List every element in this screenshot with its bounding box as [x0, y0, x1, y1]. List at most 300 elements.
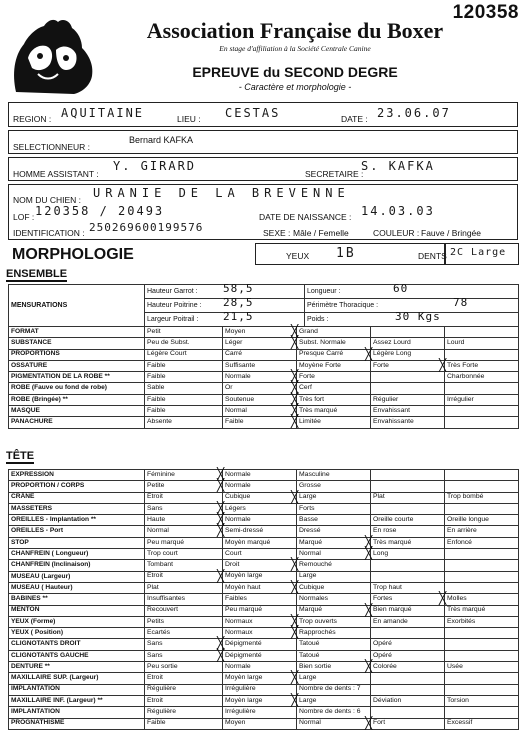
- option-cell[interactable]: [445, 582, 519, 593]
- option-cell[interactable]: [223, 489, 299, 504]
- row-label: ROBE (Fauve ou fond de robe): [9, 383, 145, 394]
- option-label: Basse: [299, 515, 318, 523]
- check-mark-icon: ╳: [365, 546, 373, 561]
- check-mark-icon: ╳: [217, 512, 225, 527]
- check-mark-icon: ╳: [217, 500, 225, 515]
- option-cell[interactable]: [445, 662, 519, 673]
- hauteur-garrot-value[interactable]: 58,5: [223, 282, 254, 295]
- option-cell[interactable]: [217, 512, 297, 527]
- option-label: Moyène Forte: [299, 361, 341, 369]
- row-label: YEUX (Forme): [9, 616, 145, 627]
- option-cell[interactable]: [291, 557, 371, 572]
- table-row: [9, 673, 519, 684]
- poids-value[interactable]: 30 Kgs: [395, 310, 441, 323]
- option-label: Fort: [373, 719, 386, 727]
- option-cell[interactable]: [223, 557, 299, 572]
- option-cell[interactable]: [145, 394, 223, 405]
- option-cell[interactable]: [223, 360, 297, 371]
- table-row: [9, 571, 519, 582]
- option-cell[interactable]: [145, 594, 223, 605]
- option-cell[interactable]: [223, 718, 297, 729]
- option-cell[interactable]: [145, 338, 223, 349]
- option-cell[interactable]: [145, 467, 225, 481]
- option-cell[interactable]: [145, 673, 223, 684]
- option-label: Faible: [147, 406, 166, 414]
- option-cell[interactable]: [223, 579, 299, 594]
- table-row: [9, 662, 519, 673]
- option-cell[interactable]: [445, 695, 519, 706]
- option-label: Large: [299, 674, 317, 682]
- option-cell[interactable]: [371, 571, 445, 582]
- check-mark-icon: ╳: [291, 380, 299, 395]
- sex-label: SEXE :: [263, 228, 291, 238]
- option-cell[interactable]: [439, 357, 519, 372]
- option-label: Forte: [299, 372, 315, 380]
- option-cell[interactable]: [445, 372, 519, 383]
- color-value[interactable]: Fauve / Bringée: [421, 228, 482, 238]
- check-mark-icon: ╳: [291, 557, 299, 572]
- option-cell[interactable]: [223, 324, 299, 338]
- option-cell[interactable]: [145, 718, 223, 729]
- option-label: Faible: [147, 361, 166, 369]
- option-cell[interactable]: [445, 718, 519, 729]
- option-label: Normaux: [225, 628, 253, 636]
- row-label: MENTON: [9, 605, 145, 616]
- option-cell[interactable]: [145, 560, 223, 571]
- option-label: Déviation: [373, 696, 402, 704]
- option-cell[interactable]: [297, 684, 371, 695]
- option-cell[interactable]: [445, 684, 519, 695]
- option-cell[interactable]: [291, 335, 371, 350]
- option-cell[interactable]: [297, 571, 371, 582]
- option-cell[interactable]: [445, 650, 519, 661]
- option-cell[interactable]: [297, 481, 371, 492]
- row-label: PIGMENTATION DE LA ROBE **: [9, 372, 145, 383]
- option-cell[interactable]: [445, 707, 519, 718]
- row-label: DENTURE **: [9, 662, 145, 673]
- option-cell[interactable]: [223, 707, 297, 718]
- option-label: Torsion: [447, 696, 469, 704]
- option-cell[interactable]: [223, 692, 299, 707]
- option-cell[interactable]: [145, 684, 223, 695]
- option-cell[interactable]: [145, 360, 223, 371]
- row-label: CHANFREIN ( Longueur): [9, 549, 145, 560]
- option-cell[interactable]: [371, 616, 445, 627]
- option-cell[interactable]: [223, 594, 297, 605]
- option-cell[interactable]: [371, 406, 445, 417]
- option-cell[interactable]: [297, 602, 373, 617]
- option-cell[interactable]: [445, 537, 519, 548]
- option-cell[interactable]: [371, 639, 445, 650]
- option-label: Etroit: [147, 572, 163, 580]
- option-cell[interactable]: [223, 369, 299, 384]
- option-cell[interactable]: [445, 616, 519, 627]
- option-label: Forts: [299, 504, 315, 512]
- ensemble-title: ENSEMBLE: [6, 268, 68, 280]
- option-cell[interactable]: [145, 582, 223, 593]
- option-cell[interactable]: [291, 625, 371, 640]
- row-label: PROGNATHISME: [9, 718, 145, 729]
- option-label: Grosse: [299, 482, 321, 490]
- option-cell[interactable]: [291, 380, 371, 395]
- perimetre-value[interactable]: 78: [453, 296, 469, 309]
- option-cell[interactable]: [371, 372, 445, 383]
- option-cell[interactable]: [145, 349, 223, 360]
- option-cell[interactable]: [297, 503, 371, 514]
- option-cell[interactable]: [145, 636, 225, 651]
- option-cell[interactable]: [445, 503, 519, 514]
- largeur-poitrail-cell: [145, 310, 305, 327]
- option-cell[interactable]: [371, 673, 445, 684]
- option-cell[interactable]: [297, 526, 371, 537]
- option-cell[interactable]: [145, 616, 223, 627]
- region-label: REGION :: [13, 114, 52, 124]
- option-label: Très Forte: [447, 361, 479, 369]
- option-cell[interactable]: [145, 500, 225, 515]
- option-cell[interactable]: [365, 346, 445, 361]
- option-cell[interactable]: [217, 523, 297, 538]
- option-label: Sable: [147, 384, 165, 392]
- option-label: Usée: [447, 662, 463, 670]
- option-cell[interactable]: [291, 692, 371, 707]
- option-cell[interactable]: [445, 327, 519, 338]
- option-label: Faible: [147, 372, 166, 380]
- option-label: Irrégulière: [225, 685, 256, 693]
- option-label: Léger: [225, 339, 243, 347]
- option-label: Plat: [373, 493, 385, 501]
- option-label: Tatoué: [299, 640, 320, 648]
- option-label: Large: [299, 572, 317, 580]
- option-cell[interactable]: [297, 346, 373, 361]
- option-cell[interactable]: [371, 695, 445, 706]
- option-cell[interactable]: [371, 582, 445, 593]
- check-mark-icon: ╳: [439, 591, 447, 606]
- hauteur-poitrine-value[interactable]: 28,5: [223, 296, 254, 309]
- option-cell[interactable]: [297, 546, 373, 561]
- option-cell[interactable]: [297, 659, 373, 674]
- option-label: Bien sortie: [299, 662, 332, 670]
- option-cell[interactable]: [217, 500, 297, 515]
- row-label: CHANFREIN (Inclinaison): [9, 560, 145, 571]
- date-label: DATE :: [341, 114, 368, 124]
- option-cell[interactable]: [371, 417, 445, 428]
- option-label: Peu marqué: [225, 606, 263, 614]
- table-row: [9, 718, 519, 729]
- option-cell[interactable]: [365, 659, 445, 674]
- option-cell[interactable]: [145, 383, 223, 394]
- option-cell[interactable]: [371, 628, 445, 639]
- option-cell[interactable]: [145, 478, 225, 493]
- option-label: Dressé: [299, 527, 321, 535]
- check-mark-icon: ╳: [439, 357, 447, 372]
- option-cell[interactable]: [145, 647, 225, 662]
- option-cell[interactable]: [291, 489, 371, 504]
- option-cell[interactable]: [297, 707, 371, 718]
- option-cell[interactable]: [145, 492, 223, 503]
- document-number: 120358: [452, 2, 519, 23]
- row-label: MAXILLAIRE SUP. (Largeur): [9, 673, 145, 684]
- option-cell[interactable]: [145, 662, 223, 673]
- option-label: Rapprochés: [299, 628, 336, 636]
- option-cell[interactable]: [297, 360, 371, 371]
- option-label: Bien marqué: [373, 606, 412, 614]
- option-cell[interactable]: [223, 625, 299, 640]
- exam-title: EPREUVE du SECOND DEGRE: [192, 64, 398, 80]
- option-cell[interactable]: [371, 492, 445, 503]
- selectionneur-value: Bernard KAFKA: [129, 135, 194, 145]
- sex-value[interactable]: Mâle / Femelle: [293, 228, 349, 238]
- option-cell[interactable]: [445, 338, 519, 349]
- option-cell[interactable]: [223, 670, 299, 685]
- option-label: Etroit: [147, 674, 163, 682]
- dents-value[interactable]: 2C Large: [450, 247, 507, 258]
- option-cell[interactable]: [445, 492, 519, 503]
- option-cell[interactable]: [217, 568, 297, 583]
- yeux-value[interactable]: 1B: [336, 246, 356, 261]
- option-cell[interactable]: [371, 684, 445, 695]
- option-cell[interactable]: [145, 537, 223, 548]
- tete-title: TÊTE: [6, 450, 35, 462]
- option-cell[interactable]: [145, 327, 223, 338]
- largeur-poitrail-label: Largeur Poitrail :: [147, 316, 199, 323]
- assistant-value[interactable]: Y. GIRARD: [113, 159, 197, 173]
- table-row: [9, 628, 519, 639]
- option-cell[interactable]: [223, 662, 297, 673]
- longueur-value[interactable]: 60: [393, 282, 409, 295]
- option-cell[interactable]: [371, 327, 445, 338]
- lof-label: LOF :: [13, 212, 35, 222]
- option-cell[interactable]: [371, 481, 445, 492]
- option-cell[interactable]: [297, 470, 371, 481]
- option-cell[interactable]: [445, 571, 519, 582]
- option-cell[interactable]: [371, 503, 445, 514]
- option-cell[interactable]: [145, 605, 223, 616]
- option-cell[interactable]: [145, 406, 223, 417]
- option-cell[interactable]: [145, 523, 225, 538]
- option-cell[interactable]: [445, 605, 519, 616]
- option-label: Sans: [147, 504, 163, 512]
- option-cell[interactable]: [445, 673, 519, 684]
- option-cell[interactable]: [297, 639, 371, 650]
- table-row: [9, 639, 519, 650]
- option-label: Normaux: [225, 617, 253, 625]
- option-label: Soutenue: [225, 395, 255, 403]
- option-label: En amande: [373, 617, 408, 625]
- option-label: Insuffisantes: [147, 595, 186, 603]
- option-cell[interactable]: [365, 715, 445, 730]
- option-cell[interactable]: [223, 335, 299, 350]
- option-cell[interactable]: [371, 383, 445, 394]
- option-cell[interactable]: [445, 383, 519, 394]
- check-mark-icon: ╳: [291, 670, 299, 685]
- option-cell[interactable]: [365, 602, 445, 617]
- option-label: Sans: [147, 640, 163, 648]
- check-mark-icon: ╳: [291, 625, 299, 640]
- option-cell[interactable]: [291, 391, 371, 406]
- option-cell[interactable]: [371, 707, 445, 718]
- option-cell[interactable]: [365, 546, 445, 561]
- option-label: Etroit: [147, 493, 163, 501]
- option-cell[interactable]: [445, 406, 519, 417]
- option-cell[interactable]: [217, 636, 297, 651]
- table-row: [9, 492, 519, 503]
- organization-title: Association Française du Boxer: [146, 18, 444, 43]
- option-cell[interactable]: [291, 403, 371, 418]
- check-mark-icon: ╳: [217, 636, 225, 651]
- option-cell[interactable]: [291, 324, 371, 338]
- option-cell[interactable]: [223, 605, 297, 616]
- option-cell[interactable]: [223, 613, 299, 628]
- option-cell[interactable]: [371, 591, 447, 606]
- check-mark-icon: ╳: [365, 534, 373, 549]
- boxer-logo-icon: [8, 14, 100, 96]
- option-label: Subst. Normale: [299, 339, 346, 347]
- option-label: En rose: [373, 527, 397, 535]
- option-cell[interactable]: [445, 349, 519, 360]
- poids-label: Poids :: [307, 316, 329, 323]
- row-label: YEUX ( Position): [9, 628, 145, 639]
- option-cell[interactable]: [145, 628, 223, 639]
- option-cell[interactable]: [223, 537, 297, 548]
- exam-subtitle: - Caractère et morphologie -: [238, 82, 352, 92]
- option-cell[interactable]: [445, 417, 519, 428]
- lof-value[interactable]: 120358 / 20493: [35, 204, 165, 218]
- option-cell[interactable]: [297, 515, 371, 526]
- table-row: [9, 338, 519, 349]
- option-label: Faible: [147, 395, 166, 403]
- table-row: [9, 515, 519, 526]
- option-label: Tombant: [147, 561, 174, 569]
- birth-date-value[interactable]: 14.03.03: [361, 204, 435, 218]
- option-label: Moyen: [225, 327, 246, 335]
- tete-table: [8, 469, 519, 730]
- option-cell[interactable]: [145, 417, 223, 428]
- option-cell[interactable]: [217, 467, 297, 481]
- option-cell[interactable]: [291, 579, 371, 594]
- check-mark-icon: ╳: [217, 523, 225, 538]
- option-cell[interactable]: [145, 549, 223, 560]
- option-cell[interactable]: [445, 526, 519, 537]
- option-cell[interactable]: [371, 526, 445, 537]
- option-label: Très fort: [299, 395, 325, 403]
- option-label: Sans: [147, 651, 163, 659]
- option-cell[interactable]: [291, 613, 371, 628]
- region-value[interactable]: AQUITAINE: [61, 106, 145, 120]
- option-cell[interactable]: [371, 394, 445, 405]
- option-cell[interactable]: [217, 478, 297, 493]
- option-cell[interactable]: [371, 338, 445, 349]
- check-mark-icon: ╳: [365, 346, 373, 361]
- option-cell[interactable]: [145, 707, 223, 718]
- secretaire-value[interactable]: S. KAFKA: [361, 159, 435, 173]
- perimetre-label: Périmètre Thoracique :: [307, 302, 379, 309]
- hauteur-garrot-label: Hauteur Garrot :: [147, 288, 198, 295]
- longueur-label: Longueur :: [307, 288, 341, 295]
- option-cell[interactable]: [145, 372, 223, 383]
- identification-value[interactable]: 250269600199576: [89, 221, 204, 234]
- option-cell[interactable]: [223, 414, 299, 429]
- identification-label: IDENTIFICATION :: [13, 228, 85, 238]
- option-cell[interactable]: [445, 515, 519, 526]
- option-cell[interactable]: [371, 560, 445, 571]
- row-label: BABINES **: [9, 594, 145, 605]
- option-cell[interactable]: [371, 357, 447, 372]
- option-cell[interactable]: [223, 684, 297, 695]
- dog-name-value[interactable]: URANIE DE LA BREVENNE: [93, 186, 350, 200]
- check-mark-icon: ╳: [291, 613, 299, 628]
- option-cell[interactable]: [365, 534, 445, 549]
- option-cell[interactable]: [445, 560, 519, 571]
- option-cell[interactable]: [445, 481, 519, 492]
- option-cell[interactable]: [223, 380, 299, 395]
- option-cell[interactable]: [297, 715, 373, 730]
- check-mark-icon: ╳: [291, 335, 299, 350]
- option-label: Or: [225, 384, 233, 392]
- option-label: Moyèn haut: [225, 583, 261, 591]
- table-row: [9, 383, 519, 394]
- option-label: Cubique: [225, 493, 251, 501]
- option-cell[interactable]: [291, 414, 371, 429]
- option-cell[interactable]: [145, 568, 225, 583]
- option-label: Exorbités: [447, 617, 476, 625]
- option-cell[interactable]: [291, 670, 371, 685]
- row-label: CLIGNOTANTS GAUCHE: [9, 650, 145, 661]
- option-cell[interactable]: [371, 515, 445, 526]
- largeur-poitrail-value[interactable]: 21,5: [223, 310, 254, 323]
- option-label: Recouvert: [147, 606, 178, 614]
- option-cell[interactable]: [297, 534, 373, 549]
- option-cell[interactable]: [445, 470, 519, 481]
- option-cell[interactable]: [445, 394, 519, 405]
- option-label: Légère Long: [373, 350, 412, 358]
- option-cell[interactable]: [371, 470, 445, 481]
- option-cell[interactable]: [223, 349, 297, 360]
- option-cell[interactable]: [223, 549, 297, 560]
- check-mark-icon: ╳: [291, 489, 299, 504]
- lieu-value[interactable]: CESTAS: [225, 106, 281, 120]
- option-cell[interactable]: [297, 594, 371, 605]
- table-row: [9, 549, 519, 560]
- ensemble-table: [8, 326, 519, 429]
- option-cell[interactable]: [445, 639, 519, 650]
- option-label: Absente: [147, 418, 172, 426]
- date-value[interactable]: 23.06.07: [377, 106, 451, 120]
- option-cell[interactable]: [371, 650, 445, 661]
- color-label: COULEUR :: [373, 228, 420, 238]
- lieu-label: LIEU :: [177, 114, 201, 124]
- row-label: PANACHURE: [9, 417, 145, 428]
- check-mark-icon: ╳: [291, 369, 299, 384]
- table-row: [9, 360, 519, 371]
- option-cell[interactable]: [439, 591, 519, 606]
- option-label: Enfoncé: [447, 538, 472, 546]
- option-cell[interactable]: [445, 549, 519, 560]
- option-cell[interactable]: [445, 628, 519, 639]
- option-label: Faible: [225, 418, 244, 426]
- option-cell[interactable]: [223, 403, 299, 418]
- option-cell[interactable]: [297, 650, 371, 661]
- table-row: [9, 327, 519, 338]
- row-label: MUSEAU ( Hauteur): [9, 582, 145, 593]
- option-cell[interactable]: [223, 391, 299, 406]
- table-row: [9, 526, 519, 537]
- option-cell[interactable]: [291, 369, 371, 384]
- option-cell[interactable]: [145, 695, 223, 706]
- option-cell[interactable]: [145, 512, 225, 527]
- option-cell[interactable]: [217, 647, 297, 662]
- option-label: Très marqué: [299, 406, 338, 414]
- option-label: Charbonnée: [447, 372, 485, 380]
